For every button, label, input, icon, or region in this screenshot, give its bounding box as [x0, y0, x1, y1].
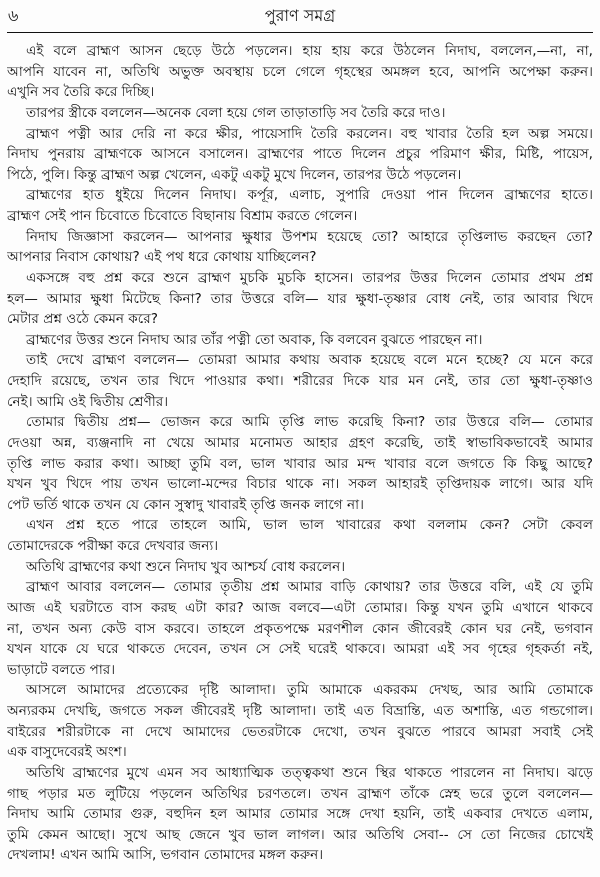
- text-line: আপনি যাবেন না, অতিথি অভুক্ত অবস্থায় চলে গেলে গৃহস্থের অমঙ্গল হবে, আপনি অপেক্ষা করুন।: [7, 63, 593, 80]
- text-line: এখন প্রশ্ন হতে পারে তাহলে আমি, ভাল ভাল খাবারের কথা বললাম কেন? সেটা কেবল: [26, 517, 593, 534]
- text-line: হল— আমার ক্ষুধা মিটেছে কিনা? তার উত্তরে বলি— যার ক্ষুধা-তৃষ্ণার বোধ নেই, তার আবার খিদে: [7, 290, 593, 307]
- text-line: দেওয়া অন্ন, ব্যঞ্জনাদি না খেয়ে আমার মনোমত আহার গ্রহণ করেছি, তাই স্বাভাবিকভাবেই আমার: [7, 434, 593, 451]
- text-line: নিদাঘ জিজ্ঞাসা করলেন— আপনার ক্ষুধার উপশম হয়েছে তো? আহারে তৃপ্তিলাভ করছেন তো?: [26, 228, 593, 245]
- paragraph: [7, 412, 593, 515]
- paragraph: [7, 515, 593, 556]
- paragraph: [7, 557, 593, 578]
- text-line: তুমি কেমন আছো। সুখে আছ জেনে খুব ভাল লাগল। আর অতিথি সেবা-- সে তো নিজের চোখেই: [7, 826, 593, 843]
- text-line: এখুনি সব তৈরি করে দিচ্ছি।: [7, 84, 155, 101]
- text-line: যখন খুব খিদে পায় তখন ভালো-মন্দের বিচার থাকে না। সকল আহারই তৃপ্তিদায়ক লাগে। আর যদি: [7, 476, 593, 493]
- text-line: ব্রাহ্মণের উত্তর শুনে নিদাঘ আর তাঁর পত্নী তো অবাক, কি বলবেন বুঝতে পারছেন না।: [26, 331, 483, 348]
- text-line: অতিথি ব্রাহ্মণের মুখে এমন সব আধ্যাত্মিক তত্ত্বকথা শুনে স্থির থাকতে পারলেন না নিদাঘ। ঝড়ে: [26, 764, 593, 781]
- text-line: পিঠে, পুলি। কিন্তু ব্রাহ্মণ অল্প খেলেন, একটু একটু মুখে দিলেন, তারপর উঠে পড়লেন।: [7, 166, 462, 183]
- text-line: ব্রাহ্মণ সেই পান চিবোতে চিবোতে বিছানায় বিশ্রাম করতে গেলেন।: [7, 208, 358, 224]
- text-line: তোমাদেরকে পরীক্ষা করে দেখবার জন্য।: [7, 538, 219, 554]
- paragraph: [7, 227, 593, 268]
- text-line: আসলে আমাদের প্রত্যেকের দৃষ্টি আলাদা। তুমি আমাকে একরকম দেখছ, আর আমি তোমাকে: [26, 682, 593, 699]
- text-line: দেহাদি রয়েছে, তখন তার খিদে পাওয়ার কথা। শরীরের দিকে যার মন নেই, তার তো ক্ষুধা-তৃষ্ণাও: [7, 373, 593, 389]
- text-line: অতিথি ব্রাহ্মণের কথা শুনে নিদাঘ খুব আশ্চর্য বোধ করলেন।: [26, 558, 346, 575]
- text-line: না, তখন অন্য কেউ বাস করবে। তাহলে প্রকৃতপক্ষে মরণশীল কোন জীবেরই কোন ঘর নেই, ভগবান: [7, 620, 593, 637]
- text-line: ব্রাহ্মণ আবার বললেন— তোমার তৃতীয় প্রশ্ন আমার বাড়ি কোথায়? তার উত্তরে বলি, এই যে তুমি: [26, 579, 593, 596]
- text-line: এই বলে ব্রাহ্মণ আসন ছেড়ে উঠে পড়লেন। হায় হায় করে উঠলেন নিদাঘ, বললেন,—না, না,: [26, 43, 593, 59]
- page-header: [7, 2, 593, 30]
- text-line: একসঙ্গে বহু প্রশ্ন করে শুনে ব্রাহ্মণ মুচকি মুচকি হাসেন। তারপর উত্তর দিলেন তোমার প্রথম প্রশ্ন: [26, 269, 593, 286]
- text-line: ভাড়াটে বলতে পার।: [7, 661, 116, 678]
- text-line: আজ এই ঘরটাতে বাস করছ এটা কার? আজ বলবে—এটা তোমার। কিন্তু যখন তুমি এখানে থাকবে: [7, 599, 593, 616]
- text-line: ব্রাহ্মণ পত্নী আর দেরি না করে ক্ষীর, পায়েসাদি তৈরি করলেন। বহু খাবার তৈরি হল অল্প সময়ে।: [26, 125, 593, 142]
- text-line: গাছ পড়ার মত লুটিয়ে পড়লেন অতিথির চরণতলে। তখন ব্রাহ্মণ তাঁকে স্নেহ ভরে তুলে বললেন—: [7, 785, 593, 802]
- running-title: পুরাণ সমগ্র: [264, 6, 336, 25]
- body-text: [7, 41, 593, 866]
- text-line: আপনার নিবাস কোথায়? এই পথ ধরে কোথায় যাচ্ছিলেন?: [7, 249, 317, 266]
- paragraph: [7, 763, 593, 866]
- text-line: নিদাঘ পুনরায় ব্রাহ্মণকে আসনে বসালেন। ব্রাহ্মণের পাতে দিলেন প্রচুর পরিমাণ ক্ষীর, মিষ্টি, পায়েস,: [7, 146, 593, 163]
- paragraph: [7, 330, 593, 351]
- text-line: তারপর স্ত্রীকে বললেন—অনেক বেলা হয়ে গেল তাড়াতাড়ি সব তৈরি করে দাও।: [26, 104, 446, 121]
- paragraph: [7, 268, 593, 330]
- text-line: দেখলাম! এখন আমি আসি, ভগবান তোমাদের মঙ্গল করুন।: [7, 847, 324, 864]
- text-line: তৃপ্তি লাভ করার কথা। আচ্ছা তুমি বল, ভাল খাবার আর মন্দ খাবার বলে জগতে কি কিছু আছে?: [7, 455, 593, 472]
- paragraph: [7, 680, 593, 763]
- paragraph: [7, 103, 593, 124]
- text-line: নেই। আমি ওই দ্বিতীয় শ্রেণীর।: [7, 393, 169, 410]
- text-line: বাইরের শরীরটাকে না দেখে আমাদের ভেতরটাকে দেখো, তখন বুঝতে পারবে আমরা সবাই সেই: [7, 723, 593, 740]
- paragraph: [7, 350, 593, 412]
- text-line: পেট ভর্তি থাকে তখন যে কোন সুস্বাদু খাবারই তৃপ্তি জনক লাগে না।: [7, 496, 364, 513]
- paragraph: [7, 124, 593, 186]
- text-line: যখন যাকে যে ঘরে থাকতে দেবেন, তখন সে সেই ঘরেই থাকবে। আমরা এই সব গৃহের গৃহকর্তা নই,: [7, 641, 593, 658]
- text-line: মেটার প্রশ্ন ওঠে কেমন করে?: [7, 311, 158, 328]
- text-line: অন্যরকম দেখছি, জগতে সকল জীবেরই দৃষ্টি আলাদা। তাই এত বিভ্রান্তি, এত অশান্তি, এত গন্ডগোল।: [7, 703, 593, 719]
- paragraph: [7, 185, 593, 226]
- text-line: নিদাঘ আমি তোমার গুরু, বহুদিন হল আমার তোমার সঙ্গে দেখা হয়নি, তাই একবার দেখতে এলাম,: [7, 806, 593, 823]
- text-line: তোমার দ্বিতীয় প্রশ্ন— ভোজন করে আমি তৃপ্তি লাভ করেছি কিনা? তার উত্তরে বলি— তোমার: [26, 414, 593, 431]
- text-line: ব্রাহ্মণের হাত ধুইয়ে দিলেন নিদাঘ। কর্পূর, এলাচ, সুপারি দেওয়া পান দিলেন ব্রাহ্মণের হাতে।: [26, 187, 593, 204]
- text-line: এক বাসুদেবেরই অংশ।: [7, 744, 127, 761]
- paragraph: [7, 41, 593, 103]
- paragraph: [7, 577, 593, 680]
- page-number: ৬: [8, 6, 19, 25]
- header-rule: [7, 32, 593, 33]
- text-line: তাই দেখে ব্রাহ্মণ বললেন— তোমরা আমার কথায় অবাক হয়েছে বলে মনে হচ্ছে? যে মনে করে: [26, 352, 593, 369]
